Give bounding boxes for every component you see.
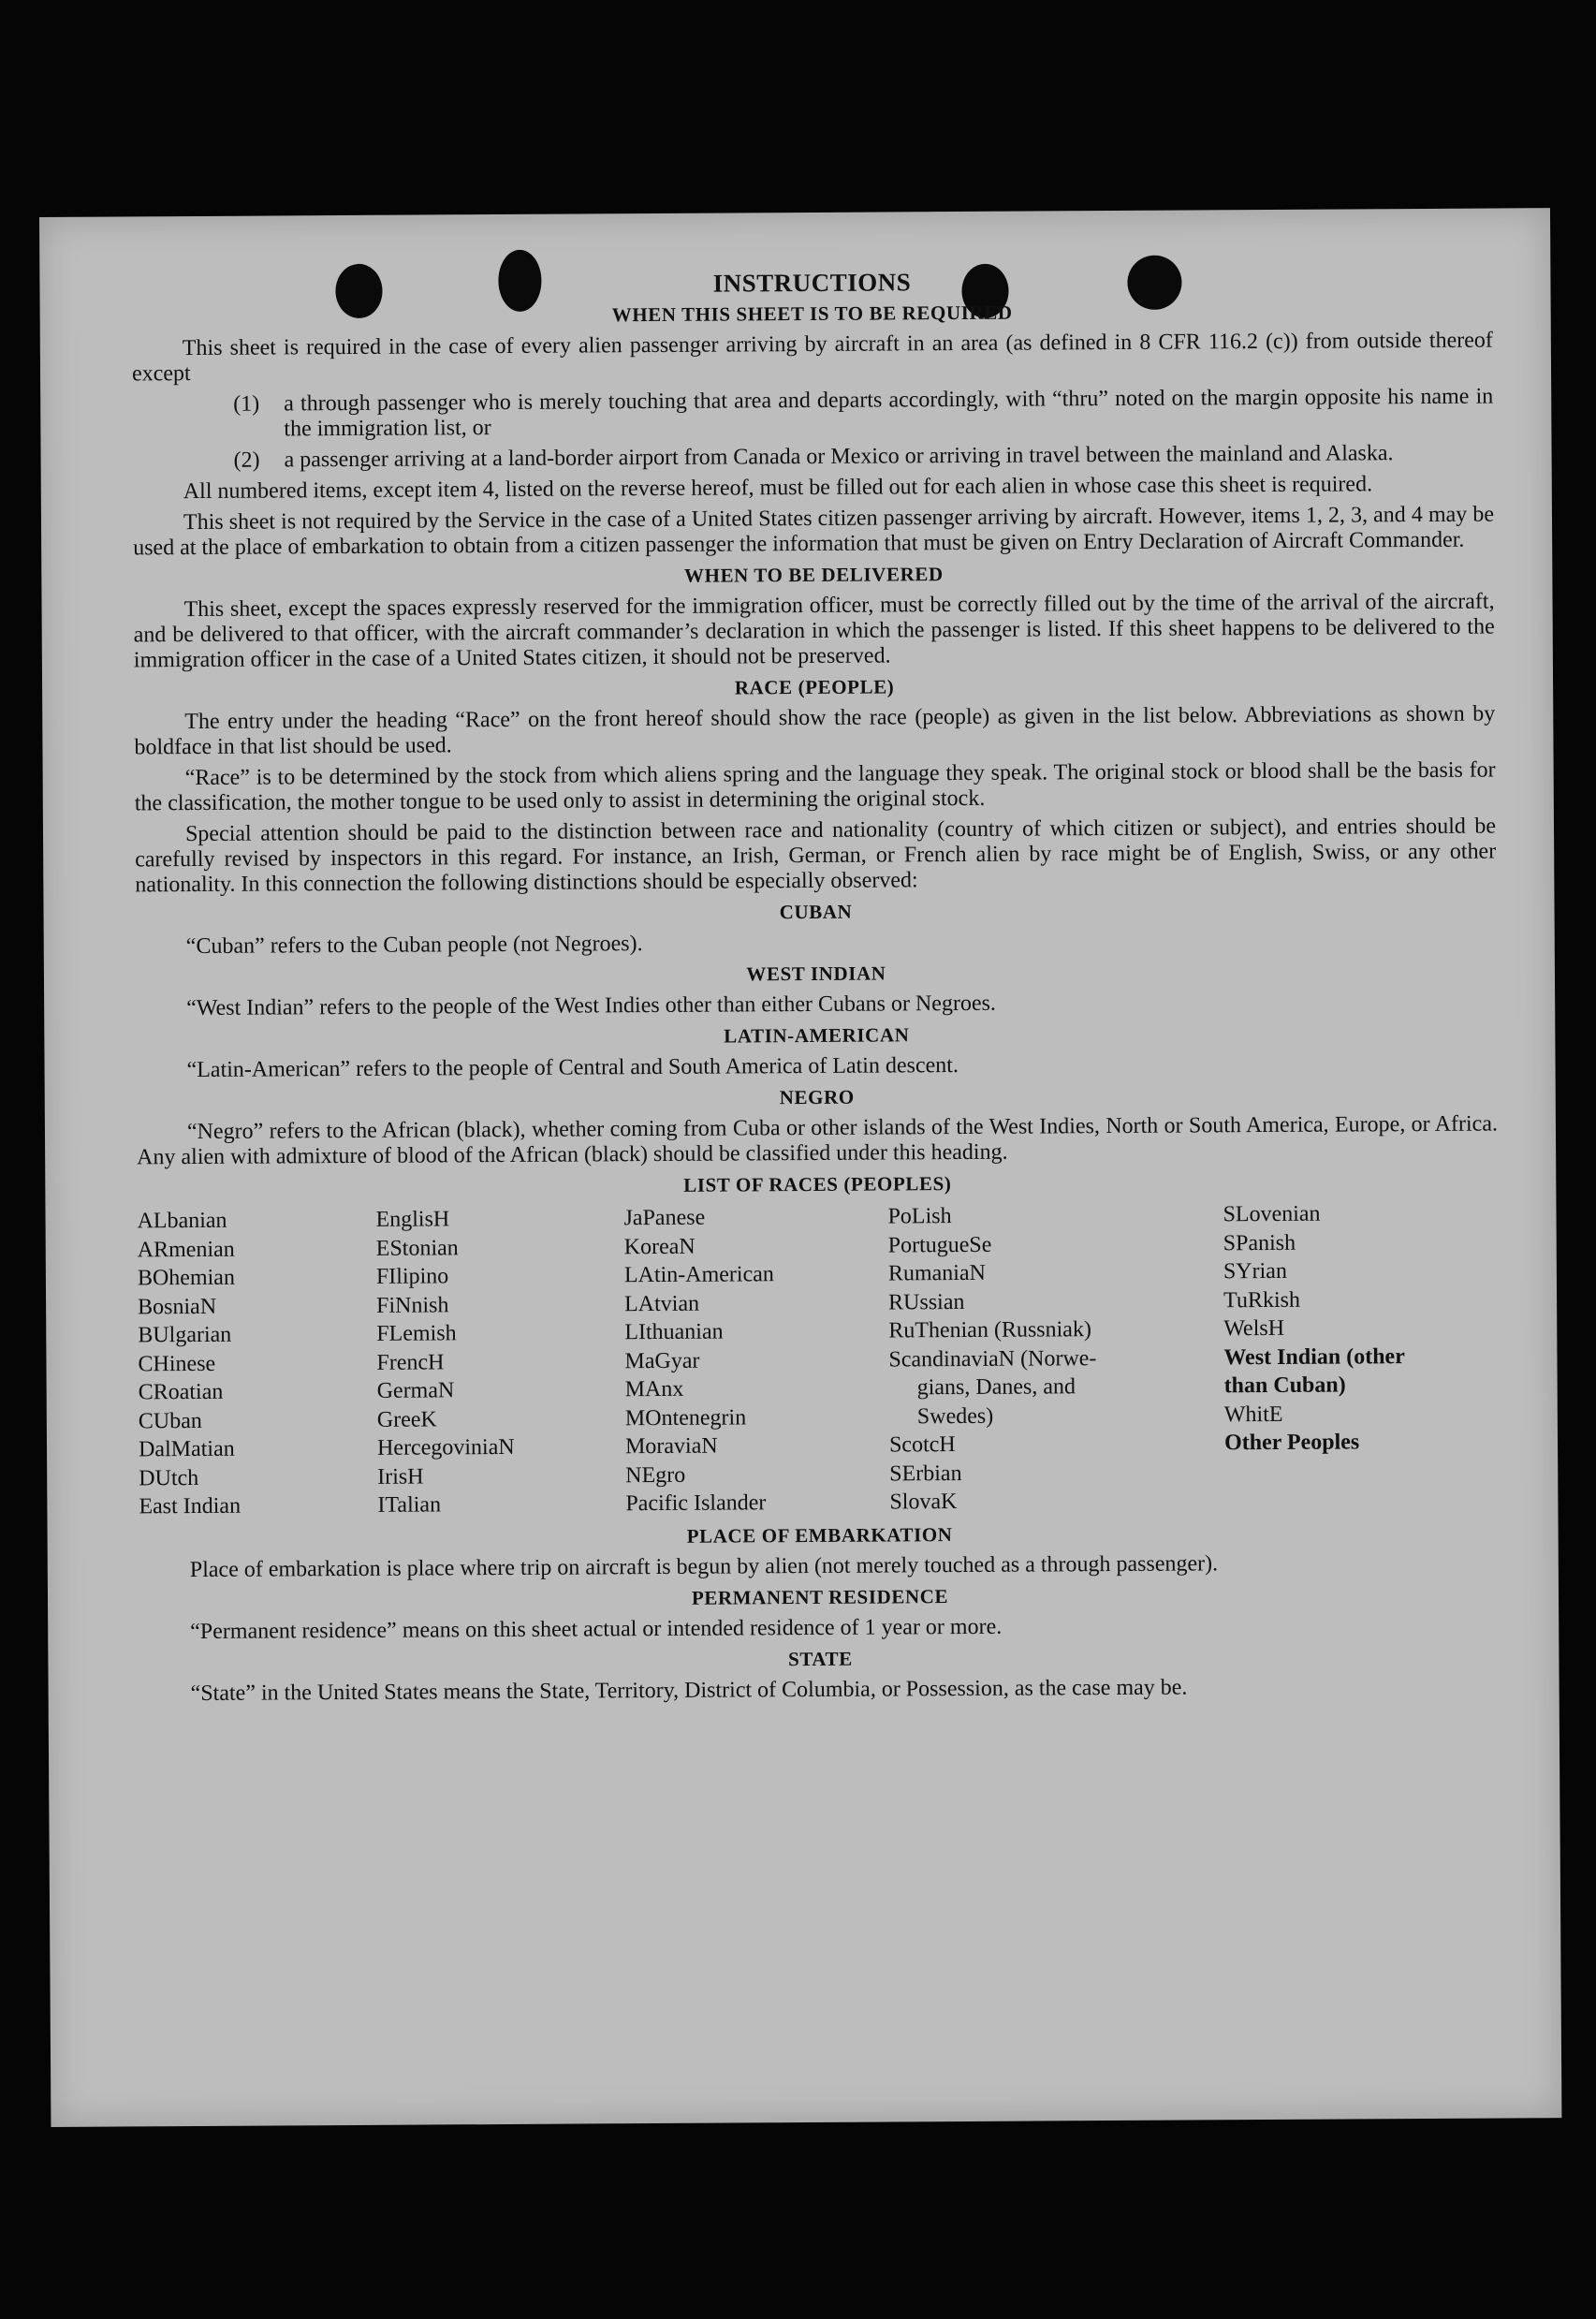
races-column xyxy=(137,1206,377,1521)
races-column xyxy=(887,1200,1224,1517)
paragraph: “Latin-American” refers to the people of Central and South America of Latin descent. xyxy=(186,1053,959,1083)
section-heading: WHEN TO BE DELIVERED xyxy=(683,563,944,587)
race-entry: Swedes) xyxy=(916,1403,994,1429)
race-entry: IrisH xyxy=(377,1464,424,1490)
race-entry: TuRkish xyxy=(1223,1287,1301,1313)
paragraph: All numbered items, except item 4, listed on the reverse hereof, must be filled out for each alien in whose case this sheet is required. xyxy=(183,472,1373,505)
race-entry: RuThenian (Russniak) xyxy=(888,1317,1091,1343)
races-column xyxy=(623,1202,889,1518)
race-entry: than Cuban) xyxy=(1223,1372,1346,1399)
section-heading: STATE xyxy=(787,1647,853,1670)
race-entry: RumaniaN xyxy=(887,1260,986,1286)
race-entry: FrencH xyxy=(376,1349,445,1375)
race-entry: EnglisH xyxy=(375,1207,450,1232)
race-entry: CRoatian xyxy=(138,1379,224,1405)
race-entry: Pacific Islander xyxy=(625,1490,767,1517)
paragraph: “State” in the United States means the State, Territory, District of Columbia, or Possession, as the case may be. xyxy=(190,1675,1188,1706)
paragraph: This sheet is required in the case of every alien passenger arriving by aircraft in an area (as defined in 8 CFR 116.2 (c)) from outside thereof except xyxy=(131,328,1493,387)
race-entry: MOntenegrin xyxy=(624,1404,747,1431)
paragraph: “West Indian” refers to the people of the West Indies other than either Cubans or Negroes. xyxy=(186,991,996,1021)
race-entry: FLemish xyxy=(376,1321,457,1346)
section-heading: PLACE OF EMBARKATION xyxy=(686,1522,953,1548)
item-text: a passenger arriving at a land-border airport from Canada or Mexico or arriving in travel between the mainland and Alaska. xyxy=(284,441,1394,473)
races-list xyxy=(137,1198,1500,1520)
race-entry: LAtin-American xyxy=(623,1262,774,1288)
item-number: (2) xyxy=(233,448,260,473)
race-entry: DUtch xyxy=(139,1465,199,1490)
race-entry: CUban xyxy=(138,1408,202,1433)
race-entry: SYrian xyxy=(1223,1258,1287,1284)
races-column xyxy=(1223,1198,1500,1514)
race-entry: ScandinaviaN (Norwe- xyxy=(888,1345,1097,1372)
race-entry: SErbian xyxy=(889,1460,962,1486)
race-entry: PortugueSe xyxy=(887,1232,992,1257)
instructions-content xyxy=(131,267,1501,1712)
paragraph: Special attention should be paid to the distinction between race and nationality (country of which citizen or subject), and entries should be carefully revised by inspectors in this regard. For instance, an Irish, German, or French alien by race might be of English, Swiss, or any other nationality. In this connection the following distinctions should be especially observed: xyxy=(135,814,1497,898)
race-entry: RUssian xyxy=(888,1289,965,1314)
race-entry: MoraviaN xyxy=(624,1433,718,1460)
race-entry: ARmenian xyxy=(137,1237,235,1262)
paragraph: “Cuban” refers to the Cuban people (not Negroes). xyxy=(185,932,643,960)
race-entry: ITalian xyxy=(377,1492,442,1518)
paragraph: “Negro” refers to the African (black), whether coming from Cuba or other islands of the West Indies, North or South America, Europe, or Africa. Any alien with admixture of blood of the African (black) should be classified under this heading. xyxy=(137,1111,1499,1170)
races-column xyxy=(375,1204,625,1519)
section-heading: LIST OF RACES (PEOPLES) xyxy=(683,1172,952,1196)
paragraph: “Race” is to be determined by the stock from which aliens spring and the language they speak. The original stock or blood shall be the basis for the classification, the mother tongue to be used only to assist in determining the original stock. xyxy=(134,757,1496,816)
paragraph: Place of embarkation is place where trip on aircraft is begun by alien (not merely touched as a through passenger). xyxy=(189,1550,1219,1582)
race-entry: MAnx xyxy=(624,1376,684,1402)
race-entry: NEgro xyxy=(625,1462,686,1488)
document-sheet xyxy=(39,208,1561,2127)
race-entry: East Indian xyxy=(139,1493,242,1519)
race-entry: gians, Danes, and xyxy=(916,1374,1076,1401)
race-entry: BUlgarian xyxy=(138,1322,232,1348)
race-entry: BosniaN xyxy=(138,1294,217,1319)
race-entry: SLovenian xyxy=(1223,1201,1321,1227)
race-entry: ScotcH xyxy=(888,1432,956,1458)
race-entry: SPanish xyxy=(1223,1230,1296,1255)
race-entry: FiNnish xyxy=(376,1292,449,1318)
race-entry: LIthuanian xyxy=(624,1319,724,1345)
race-entry: West Indian (other xyxy=(1223,1343,1405,1370)
race-entry: SlovaK xyxy=(889,1490,958,1515)
race-entry: HercegoviniaN xyxy=(376,1434,515,1460)
race-entry: EStonian xyxy=(375,1235,459,1261)
section-heading: RACE (PEOPLE) xyxy=(734,675,895,699)
item-text: a through passenger who is merely touching that area and departs accordingly, with “thru” noted on the margin opposite his name in the immigration list, or xyxy=(284,384,1494,442)
race-entry: ALbanian xyxy=(137,1208,227,1234)
page-title: INSTRUCTIONS xyxy=(712,268,912,298)
section-heading: PERMANENT RESIDENCE xyxy=(691,1584,949,1609)
race-entry: MaGyar xyxy=(624,1348,700,1373)
race-entry: DalMatian xyxy=(138,1436,235,1462)
paragraph: This sheet is not required by the Service in the case of a United States citizen passenger arriving by aircraft. However, items 1, 2, 3, and 4 may be used at the place of embarkation to obtain from a citizen passenger the information that must be given on Entry Declaration of Aircraft Commander. xyxy=(133,502,1495,561)
section-heading: WHEN THIS SHEET IS TO BE REQUIRED xyxy=(611,301,1013,327)
race-entry: GreeK xyxy=(376,1406,437,1432)
race-entry: Other Peoples xyxy=(1223,1430,1360,1456)
paragraph: The entry under the heading “Race” on the front hereof should show the race (people) as given in the list below. Abbreviations as shown by boldface in that list should be used. xyxy=(134,701,1496,760)
race-entry: FIlipino xyxy=(375,1264,449,1289)
section-heading: NEGRO xyxy=(779,1085,855,1109)
race-entry: CHinese xyxy=(138,1351,216,1376)
race-entry: KoreaN xyxy=(623,1234,696,1259)
paragraph: This sheet, except the spaces expressly reserved for the immigration officer, must be correctly filled out by the time of the arrival of the aircraft, and be delivered to that officer, with the aircraft commander’s declaration in which the passenger is listed. If this sheet happens to be delivered to the immigration officer in the case of a United States citizen, it should not be preserved. xyxy=(133,589,1495,673)
race-entry: LAtvian xyxy=(624,1291,700,1316)
race-entry: PoLish xyxy=(887,1204,952,1229)
section-heading: LATIN-AMERICAN xyxy=(724,1023,910,1048)
paragraph: “Permanent residence” means on this sheet actual or intended residence of 1 year or more. xyxy=(190,1614,1003,1644)
list-item xyxy=(132,385,1493,444)
item-number: (1) xyxy=(233,391,260,417)
section-heading: WEST INDIAN xyxy=(746,961,886,986)
list-item xyxy=(133,441,1494,475)
race-entry: WhitE xyxy=(1223,1402,1283,1427)
race-entry: GermaN xyxy=(376,1378,455,1403)
race-entry: WelsH xyxy=(1223,1315,1285,1342)
section-heading: CUBAN xyxy=(779,900,853,924)
race-entry: BOhemian xyxy=(137,1265,235,1291)
race-entry: JaPanese xyxy=(623,1205,706,1231)
